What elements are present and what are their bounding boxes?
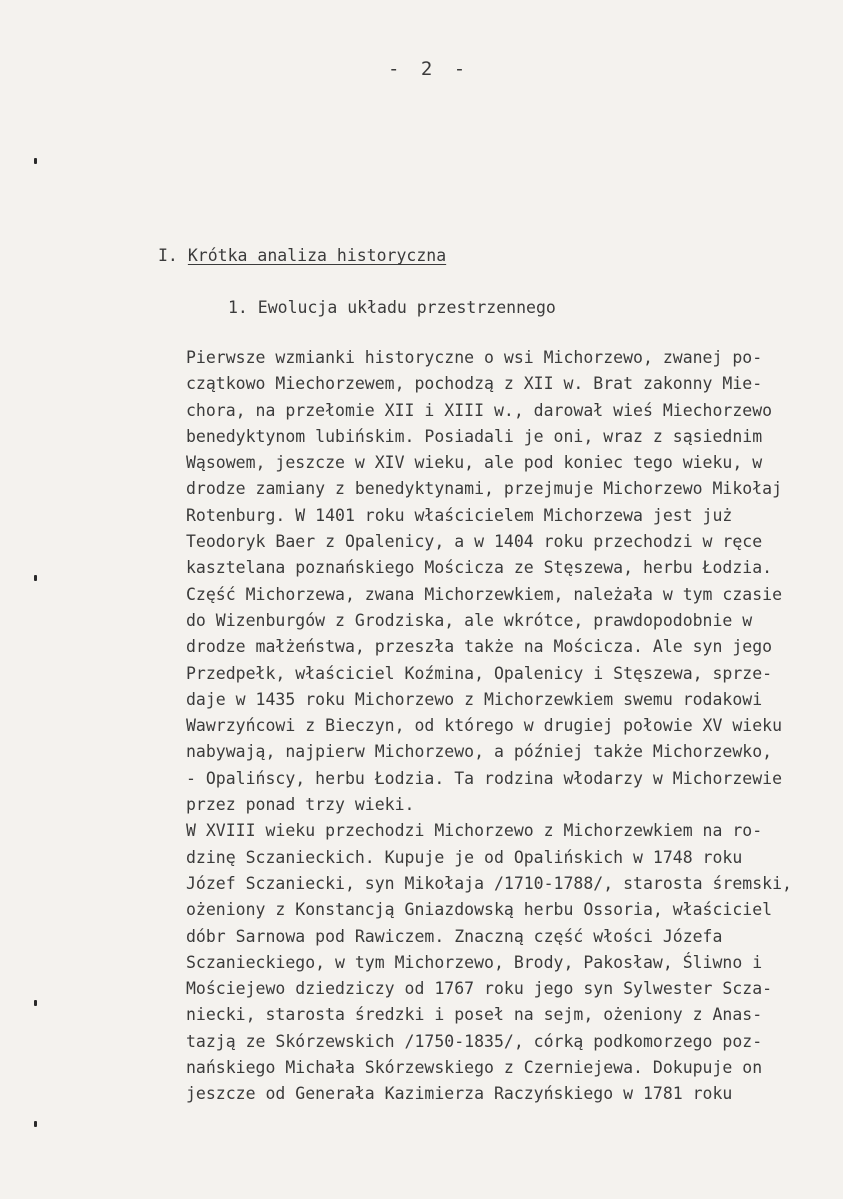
- subsection-heading: 1. Ewolucja układu przestrzennego: [228, 298, 556, 317]
- body-line: Wąsowem, jeszcze w XIV wieku, ale pod koniec tego wieku, w: [186, 453, 763, 473]
- body-line: tazją ze Skórzewskich /1750-1835/, córką podkomorzego poz-: [186, 1031, 763, 1051]
- body-line: daje w 1435 roku Michorzewo z Michorzewkiem swemu rodakowi: [186, 689, 763, 709]
- body-line: ożeniony z Konstancją Gniazdowską herbu Ossoria, właściciel: [186, 900, 773, 920]
- body-line: Część Michorzewa, zwana Michorzewkiem, należała w tym czasie: [186, 584, 783, 604]
- body-line: Teodoryk Baer z Opalenicy, a w 1404 roku przechodzi w ręce: [186, 532, 763, 552]
- margin-mark: [34, 1121, 37, 1127]
- body-line: Sczanieckiego, w tym Michorzewo, Brody, Pakosław, Śliwno i: [186, 952, 763, 972]
- margin-mark: [34, 575, 37, 581]
- body-line: chora, na przełomie XII i XIII w., darował wieś Miechorzewo: [186, 400, 773, 420]
- body-line: drodze zamiany z benedyktynami, przejmuje Michorzewo Mikołaj: [186, 479, 783, 499]
- body-line: drodze małżeństwa, przeszła także na Mościcza. Ale syn jego: [186, 637, 773, 657]
- section-number: I.: [158, 246, 178, 265]
- body-line: kasztelana poznańskiego Mościcza ze Stęszewa, herbu Łodzia.: [186, 558, 773, 578]
- body-line: przez ponad trzy wieki.: [186, 795, 415, 815]
- section-title: Krótka analiza historyczna: [187, 246, 447, 265]
- body-line: W XVIII wieku przechodzi Michorzewo z Michorzewkiem na ro-: [186, 821, 763, 841]
- body-line: niecki, starosta średzki i poseł na sejm, ożeniony z Anas-: [186, 1005, 763, 1025]
- margin-mark: [34, 158, 37, 164]
- body-line: Przedpełk, właściciel Koźmina, Opalenicy i Stęszewa, sprze-: [186, 663, 773, 683]
- section-heading: [158, 246, 446, 265]
- body-line: do Wizenburgów z Grodziska, ale wkrótce, prawdopodobnie w: [186, 610, 753, 630]
- body-line: nańskiego Michała Skórzewskiego z Czerniejewa. Dokupuje on: [186, 1058, 763, 1078]
- body-line: Józef Sczaniecki, syn Mikołaja /1710-1788/, starosta śremski,: [186, 873, 792, 893]
- body-line: benedyktynom lubińskim. Posiadali je oni, wraz z sąsiednim: [186, 426, 763, 446]
- body-line: nabywają, najpierw Michorzewo, a później także Michorzewko,: [186, 742, 773, 762]
- body-line: - Opalińscy, herbu Łodzia. Ta rodzina włodarzy w Michorzewie: [186, 768, 783, 788]
- body-line: dzinę Sczanieckich. Kupuje je od Opalińskich w 1748 roku: [186, 847, 743, 867]
- body-line: Mościejewo dziedziczy od 1767 roku jego syn Sylwester Scza-: [186, 979, 773, 999]
- body-line: Wawrzyńcowi z Bieczyn, od którego w drugiej połowie XV wieku: [186, 716, 783, 736]
- body-line: jeszcze od Generała Kazimierza Raczyńskiego w 1781 roku: [186, 1084, 733, 1104]
- body-line: czątkowo Miechorzewem, pochodzą z XII w. Brat zakonny Mie-: [186, 374, 763, 394]
- body-line: Pierwsze wzmianki historyczne o wsi Michorzewo, zwanej po-: [186, 348, 763, 367]
- page-number: - 2 -: [388, 58, 471, 80]
- body-line: Rotenburg. W 1401 roku właścicielem Michorzewa jest już: [186, 505, 733, 525]
- margin-mark: [34, 1000, 37, 1006]
- body-line: dóbr Sarnowa pod Rawiczem. Znaczną część włości Józefa: [186, 926, 723, 946]
- body-text: [186, 345, 836, 1108]
